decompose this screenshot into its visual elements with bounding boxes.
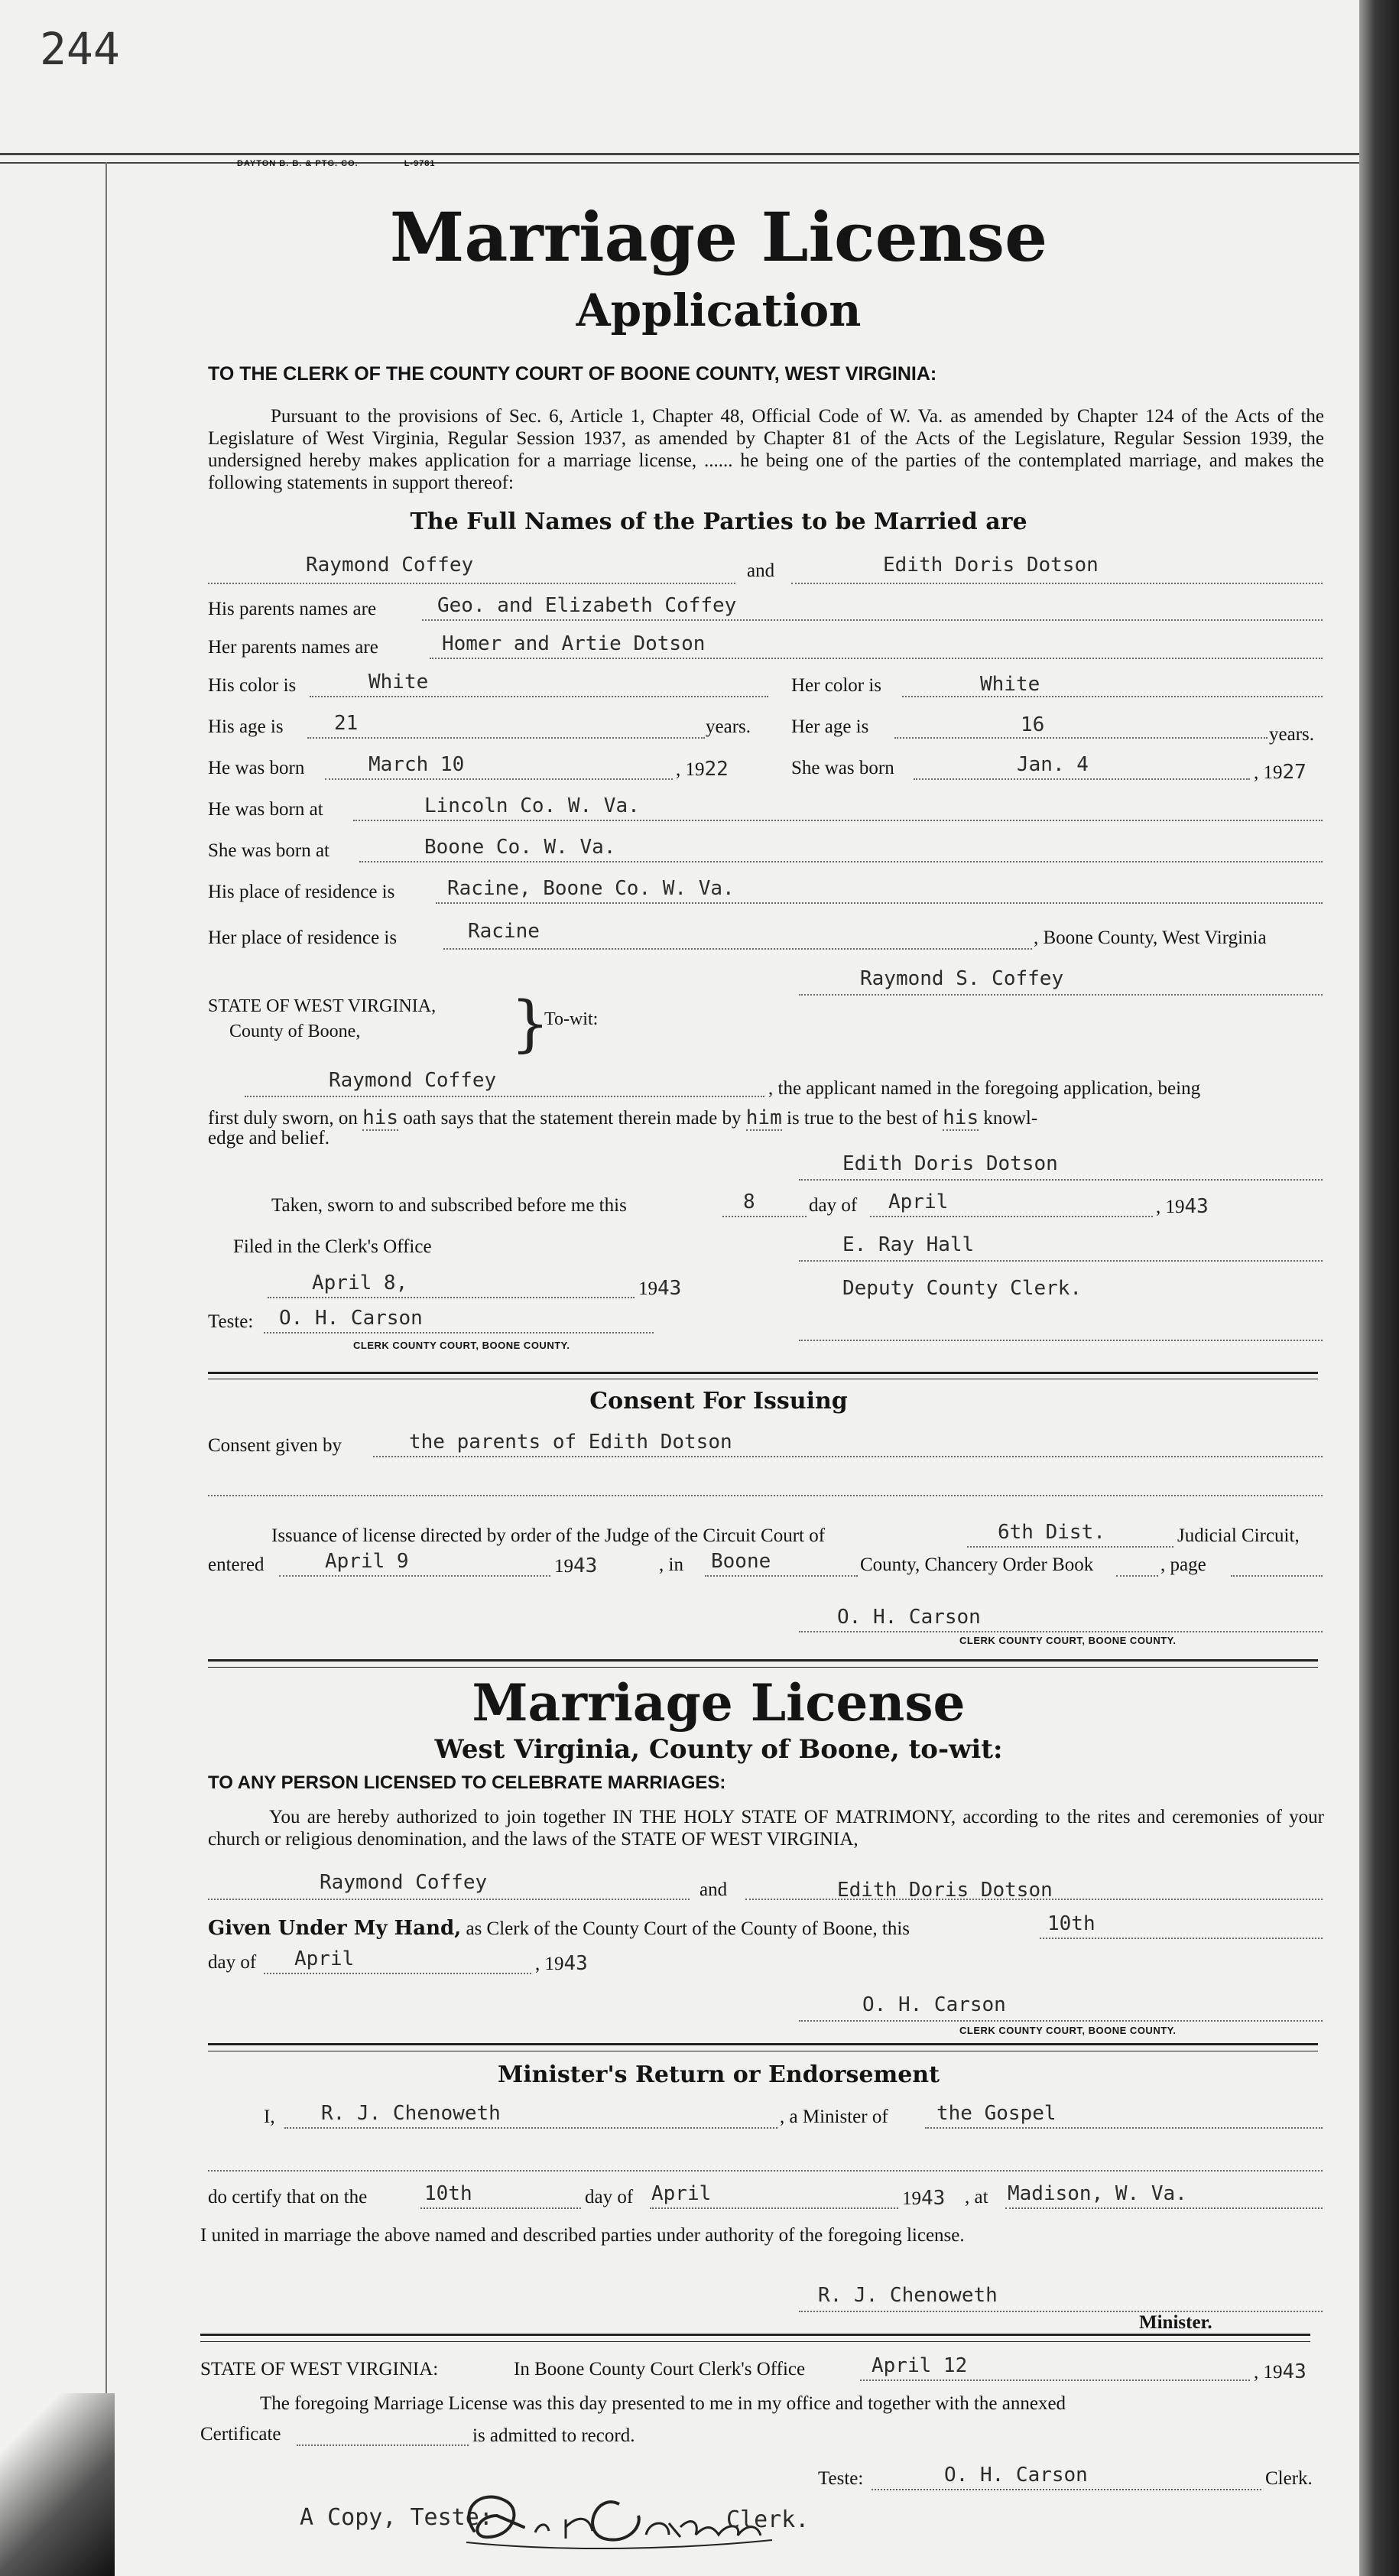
he-born-year: 22 (704, 758, 729, 781)
bride-signature: Edith Doris Dotson (842, 1152, 1058, 1175)
license-bride: Edith Doris Dotson (837, 1879, 1053, 1902)
presented-text: The foregoing Marriage License was this day presented to me in my office and together with the annexed (260, 2393, 1066, 2414)
minister-label: Minister. (1139, 2312, 1212, 2333)
in-label: , in (659, 1554, 683, 1575)
years-label-2: years. (1269, 724, 1314, 745)
sworn-day: 8 (743, 1191, 755, 1213)
oath-applicant-name: Raymond Coffey (329, 1069, 497, 1092)
his-parents: Geo. and Elizabeth Coffey (437, 594, 737, 617)
consent-heading: Consent For Issuing (589, 1388, 848, 1415)
oath-state-label: STATE OF WEST VIRGINIA, (208, 996, 437, 1016)
her-parents-label: Her parents names are (208, 637, 378, 658)
minister-day-of-label: day of (585, 2187, 634, 2207)
admitted-text: is admitted to record. (472, 2425, 635, 2446)
teste-label: Teste: (208, 1311, 254, 1332)
record-teste-name: O. H. Carson (944, 2464, 1088, 2487)
record-clerk-label: Clerk. (1265, 2468, 1313, 2489)
consent-clerk-caption: CLERK COUNTY COURT, BOONE COUNTY. (959, 1635, 1177, 1646)
given-year: 43 (563, 1952, 588, 1975)
her-age-label: Her age is (791, 716, 869, 737)
authorize-text: You are hereby authorized to join together IN THE HOLY STATE OF MATRIMONY, according to the rites and ceremonies of your church or religious denomination, and the laws of the STATE OF WEST VIRGINIA, (208, 1807, 1324, 1850)
corner-shadow (0, 2393, 115, 2576)
consent-given-by-label: Consent given by (208, 1435, 342, 1456)
oath-his-2: his (943, 1106, 979, 1129)
page-label: , page (1160, 1554, 1206, 1575)
sworn-month: April (888, 1191, 949, 1213)
at-label: , at (965, 2187, 988, 2207)
marriage-year: 43 (921, 2187, 946, 2210)
application-subtitle: Application (576, 284, 862, 336)
her-color-label: Her color is (791, 675, 882, 696)
marriage-month: April (651, 2182, 712, 2205)
denomination: the Gospel (936, 2102, 1057, 2125)
brace: } (511, 988, 550, 1059)
minister-signature: R. J. Chenoweth (818, 2284, 998, 2307)
minister-heading: Minister's Return or Endorsement (498, 2061, 940, 2088)
his-color-label: His color is (208, 675, 297, 696)
she-born-year: 27 (1282, 761, 1306, 784)
consent-county: Boone (711, 1550, 771, 1573)
record-office-text: In Boone County Court Clerk's Office (514, 2359, 806, 2379)
entered-year: 43 (573, 1554, 598, 1577)
groom-name: Raymond Coffey (306, 554, 474, 577)
entered-date: April 9 (325, 1550, 409, 1573)
license-groom: Raymond Coffey (320, 1871, 488, 1894)
certify-text: do certify that on the (208, 2187, 368, 2207)
he-born-year-prefix: , 19 (676, 759, 705, 780)
marriage-day: 10th (424, 2182, 472, 2205)
sworn-label: Taken, sworn to and subscribed before me this (271, 1195, 627, 1216)
oath-line-3: edge and belief. (208, 1128, 329, 1148)
certificate-label: Certificate (200, 2424, 281, 2444)
record-teste-label: Teste: (818, 2468, 864, 2489)
she-born-label: She was born (791, 758, 894, 778)
she-born-date: Jan. 4 (1017, 753, 1089, 776)
copy-clerk-label: Clerk. (726, 2506, 810, 2533)
consent-given-by: the parents of Edith Dotson (409, 1431, 732, 1454)
order-book-label: County, Chancery Order Book (860, 1554, 1094, 1575)
his-parents-label: His parents names are (208, 599, 377, 619)
consent-circuit: 6th Dist. (998, 1521, 1105, 1544)
she-born-at-label: She was born at (208, 840, 329, 861)
top-rule-2 (0, 162, 1359, 164)
he-born-date: March 10 (368, 753, 465, 776)
she-born-year-prefix: , 19 (1254, 762, 1283, 783)
oath-line-1: , the applicant named in the foregoing application, being (768, 1078, 1201, 1099)
given-under-my-hand: Given Under My Hand, (208, 1917, 462, 1940)
book-edge (1359, 0, 1399, 2576)
and-label: and (747, 560, 775, 581)
given-month: April (294, 1947, 355, 1970)
teste-name: O. H. Carson (279, 1307, 423, 1330)
deputy-name: E. Ray Hall (842, 1233, 975, 1256)
record-year: 43 (1282, 2360, 1306, 2383)
printer-mark: DAYTON B. B. & PTG. CO. L-9781 (237, 159, 436, 168)
application-title: Marriage License (389, 197, 1048, 277)
page-number: 244 (40, 23, 120, 75)
record-state-label: STATE OF WEST VIRGINIA: (200, 2359, 439, 2379)
her-residence-label: Her place of residence is (208, 927, 398, 948)
license-addressee: TO ANY PERSON LICENSED TO CELEBRATE MARRIAGES: (208, 1772, 726, 1793)
license-clerk-caption: CLERK COUNTY COURT, BOONE COUNTY. (959, 2025, 1177, 2036)
her-parents: Homer and Artie Dotson (442, 632, 706, 655)
his-age-label: His age is (208, 716, 284, 737)
filed-date: April 8, (312, 1272, 408, 1294)
he-born-at-label: He was born at (208, 799, 323, 820)
copy-teste-label: A Copy, Teste: (300, 2504, 493, 2531)
her-residence: Racine (468, 920, 540, 943)
towit-label: To-wit: (544, 1009, 599, 1029)
application-clerk-caption: CLERK COUNTY COURT, BOONE COUNTY. (353, 1340, 570, 1351)
sworn-day-of-label: day of (809, 1195, 858, 1216)
bride-name: Edith Doris Dotson (883, 554, 1099, 577)
his-residence: Racine, Boone Co. W. Va. (447, 877, 735, 900)
record-date: April 12 (872, 2354, 968, 2377)
application-preamble: Pursuant to the provisions of Sec. 6, Article 1, Chapter 48, Official Code of W. Va. as amended by Chapter 124 of the Acts of the Legislature of West Virginia, Regular Session 1937, as amended by Chapter 81 of the Acts of the Legislature, Regular Session 1939, the undersigned hereby makes application for a marriage license, ...... he being one of the parties of the contemplated marriage, and makes the following statements in support thereof: (208, 406, 1324, 493)
license-title: Marriage License (472, 1673, 966, 1733)
deputy-title: Deputy County Clerk. (842, 1277, 1083, 1300)
united-text: I united in marriage the above named and described parties under authority of the foregoing license. (200, 2225, 965, 2246)
minister-of-label: , a Minister of (780, 2107, 888, 2127)
judicial-circuit-label: Judicial Circuit, (1177, 1525, 1300, 1546)
minister-i-label: I, (264, 2107, 275, 2127)
application-addressee: TO THE CLERK OF THE COUNTY COURT OF BOONE COUNTY, WEST VIRGINIA: (208, 363, 937, 385)
given-day: 10th (1047, 1912, 1096, 1935)
his-color: White (368, 671, 429, 694)
marriage-place: Madison, W. Va. (1008, 2182, 1187, 2205)
oath-county-label: County of Boone, (229, 1022, 361, 1041)
he-born-label: He was born (208, 758, 305, 778)
he-born-at: Lincoln Co. W. Va. (424, 794, 640, 817)
her-color: White (980, 673, 1040, 696)
sworn-year: 43 (1184, 1195, 1209, 1218)
license-clerk-name: O. H. Carson (862, 1993, 1006, 2016)
issuance-text: Issuance of license directed by order of the Judge of the Circuit Court of (271, 1525, 826, 1546)
her-age: 16 (1021, 713, 1045, 736)
his-age: 21 (334, 712, 359, 735)
license-subtitle: West Virginia, County of Boone, to-wit: (434, 1734, 1003, 1765)
license-day-of-label: day of (208, 1952, 257, 1973)
his-residence-label: His place of residence is (208, 882, 395, 902)
she-born-at: Boone Co. W. Va. (424, 836, 616, 859)
minister-name: R. J. Chenoweth (321, 2102, 501, 2125)
entered-label: entered (208, 1554, 265, 1575)
her-residence-suffix: , Boone County, West Virginia (1034, 927, 1267, 948)
years-label: years. (706, 716, 751, 737)
license-page: 244 DAYTON B. B. & PTG. CO. L-9781 Marriage License Application TO THE CLERK OF THE COUNTY COURT OF BOONE COUNTY, WEST VIRGINIA: Pursuant to the provisions of Sec. 6, Article 1, Chapter 48, Official Code of W. Va. as amended by Chapter 124 of the Acts of the Legislature of West Virginia, Regular Session 1937, as amended by Chapter 81 of the Acts of the Legislature, Regular Session 1939, the undersigned hereby makes application for a marriage license, ...... he being one of the parties of the contemplated marriage, and makes the following statements in support thereof: The Full Names of the Parties to be Married are Raymond Coffey and Edith Doris Dotson His parents names are Geo. and Elizabeth Coffey Her parents names are Homer and Artie Dotson His color is White Her color is White His age is 21 years. Her age is 16 years. He was born March 10 , 1922 She was born Jan. 4 , 1927 He was born at Lincoln Co. W. Va. She was born at Boone Co. W. Va. His place of residence is Racine, Boone Co. W. Va. Her place of residence is Racine , Boone County, West Virginia Raymond S. Coffey STATE OF WEST VIRGINIA, County of Boone, } To-wit: Raymond Coffey , the applicant named in the foregoing application, being first duly sworn, on his oath says that the statement therein made by him is true to the best of his knowl- edge and belief. Edith Doris Dotson Taken, sworn to and subscribed before me this 8 day of April , 1943 Filed in the Clerk's Office April 8, 1943 E. Ray Hall Deputy County Clerk. Teste: O. H. Carson CLERK COUNTY COURT, BOONE COUNTY. Consent For Issuing Consent given by the parents of Edith Dotson Issuance of license directed by order of the Judge of the Circuit Court of 6th Dist. Judicial Circuit, entered April 9 1943 , in Boone County, Chancery Order Book , page O. H. Carson CLERK COUNTY COURT, BOONE COUNTY. Marriage License West Virginia, County of Boone, to-wit: TO ANY PERSON LICENSED TO CELEBRATE MARRIAGES: You are hereby authorized to join together IN THE HOLY STATE OF MATRIMONY, according to the rites and ceremonies of your church or religious denomination, and the laws of the STATE OF WEST VIRGINIA, Raymond Coffey and Edith Doris Dotson Given Under My Hand, as Clerk of the County Court of the County of Boone, this 10th day of April , 1943 O. H. Carson CLERK COUNTY COURT, BOONE COUNTY. Minister's Return or Endorsement I, R. J. Chenoweth , a Minister of the Gospel do certify that on the 10th day of April 1943 , at Madison, W. Va. I united in marriage the above named and described parties under authority of the foregoing license. R. J. Chenoweth Minister. STATE OF WEST VIRGINIA: In Boone County Court Clerk's Office April 12 , 1943 The foregoing Marriage License was this day presented to me in my office and together with the annexed Certificate is admitted to record. Teste: O. H. Carson Clerk. A Copy, Teste: Clerk. (0, 0, 1359, 2576)
parties-heading: The Full Names of the Parties to be Married are (410, 508, 1027, 535)
oath-his-1: his (362, 1106, 399, 1129)
applicant-signature: Raymond S. Coffey (860, 967, 1064, 990)
oath-him: him (745, 1106, 782, 1129)
top-rule (0, 153, 1359, 155)
filed-year: 43 (657, 1277, 682, 1300)
consent-clerk-name: O. H. Carson (837, 1606, 981, 1629)
license-and-label: and (700, 1879, 728, 1900)
filed-label: Filed in the Clerk's Office (233, 1236, 432, 1257)
